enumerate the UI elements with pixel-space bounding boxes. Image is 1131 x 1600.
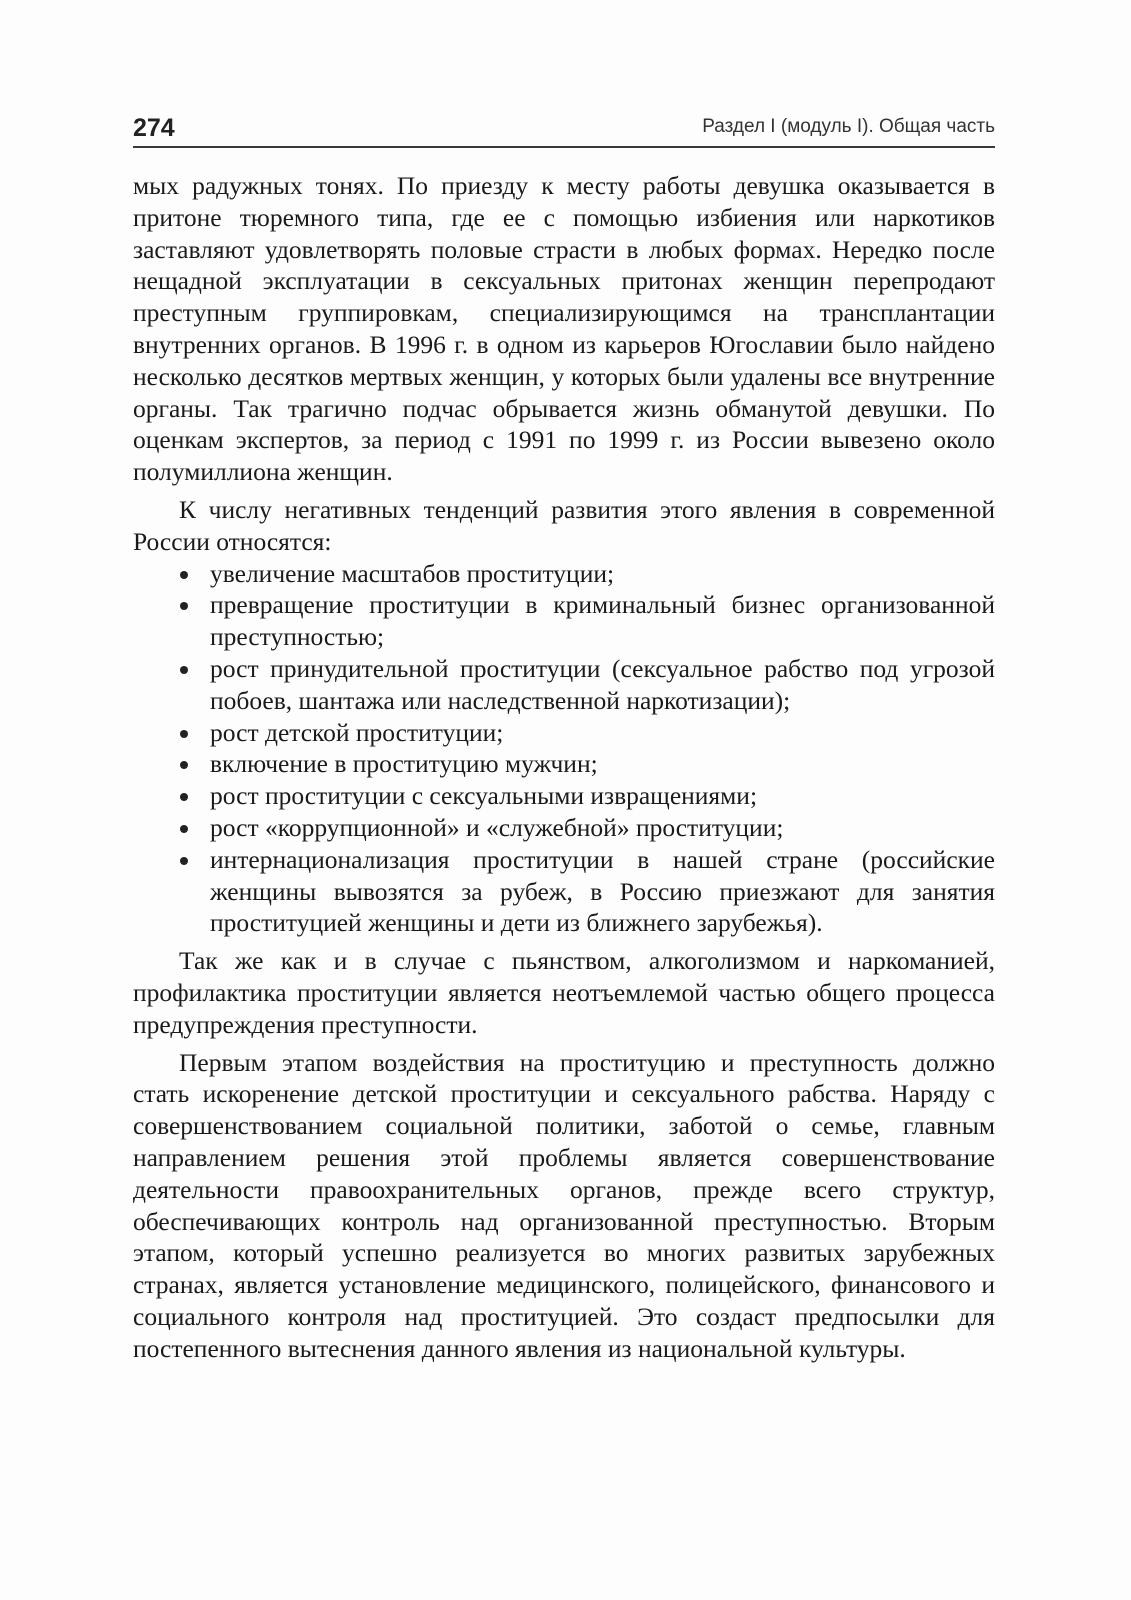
list-item-text: увеличение масштабов проституции; bbox=[210, 558, 615, 588]
list-item-text: рост детской проституции; bbox=[210, 717, 504, 747]
paragraph-list-intro: К числу негативных тенденций развития этого явления в современной России относятся: bbox=[133, 494, 995, 556]
paragraph-continuation: мых радужных тонях. По приезду к месту работы девушка оказывается в притоне тюремного типа, где ее с помощью избиения или наркотиков заставляют удовлетворять половые страсти в любых формах. Нередко после нещадной эксплуатации в сексуальных притонах женщин перепродают преступным группировкам, специализирующимся на трансплантации внутренних органов. В 1996 г. в одном из карьеров Югославии было найдено несколько десятков мертвых женщин, у которых были удалены все внутренние органы. Так трагично подчас обрывается жизнь обманутой девушки. По оценкам экспертов, за период с 1991 по 1999 г. из России вывезено около полумиллиона женщин. bbox=[133, 171, 995, 487]
paragraph-stages: Первым этапом воздействия на проституцию и преступность должно стать искоренение детской проституции и сексуального рабства. Наряду с совершенствованием социальной политики, заботой о семье, главным направлением решения этой проблемы является совершенствование деятельности правоохранительных органов, прежде всего структур, обеспечивающих контроль над организованной преступностью. Вторым этапом, который успешно реализуется во многих развитых зарубежных странах, является установление медицинского, полицейского, финансового и социального контроля над проституцией. Это создаст предпосылки для постепенного вытеснения данного явления из национальной культуры. bbox=[133, 1047, 995, 1363]
bullet-icon bbox=[180, 825, 188, 833]
list-item-text: рост принудительной проституции (сексуальное рабство под угрозой побоев, шантажа или наследственной наркотизации); bbox=[210, 653, 995, 715]
list-item bbox=[210, 717, 995, 749]
bullet-icon bbox=[180, 666, 188, 674]
running-header bbox=[133, 110, 995, 148]
bullet-icon bbox=[180, 730, 188, 738]
bullet-icon bbox=[180, 793, 188, 801]
trends-list bbox=[133, 558, 995, 940]
section-title: Раздел I (модуль I). Общая часть bbox=[702, 116, 995, 137]
bullet-icon bbox=[180, 857, 188, 865]
page-number: 274 bbox=[133, 114, 175, 142]
bullet-icon bbox=[180, 602, 188, 610]
list-item-text: интернационализация проституции в нашей стране (российские женщины вывозятся за рубеж, в Россию приезжают для занятия проституцией женщины и дети из ближнего зарубежья). bbox=[210, 844, 995, 938]
list-item-text: превращение проституции в криминальный бизнес организованной преступностью; bbox=[210, 590, 995, 652]
list-item bbox=[210, 844, 995, 939]
bullet-icon bbox=[180, 761, 188, 769]
list-item-text: рост проституции с сексуальными извращениями; bbox=[210, 781, 758, 811]
list-item-text: включение в проституцию мужчин; bbox=[210, 749, 598, 779]
list-item bbox=[210, 780, 995, 812]
list-item-text: рост «коррупционной» и «служебной» проституции; bbox=[210, 812, 784, 842]
body-text bbox=[133, 170, 995, 1364]
list-item bbox=[210, 589, 995, 653]
bullet-icon bbox=[180, 571, 188, 579]
list-item bbox=[210, 812, 995, 844]
list-item bbox=[210, 653, 995, 717]
paragraph-prevention: Так же как и в случае с пьянством, алкоголизмом и наркоманией, профилактика проституции является неотъемлемой частью общего процесса предупреждения преступности. bbox=[133, 946, 995, 1039]
list-item bbox=[210, 748, 995, 780]
list-item bbox=[210, 558, 995, 590]
